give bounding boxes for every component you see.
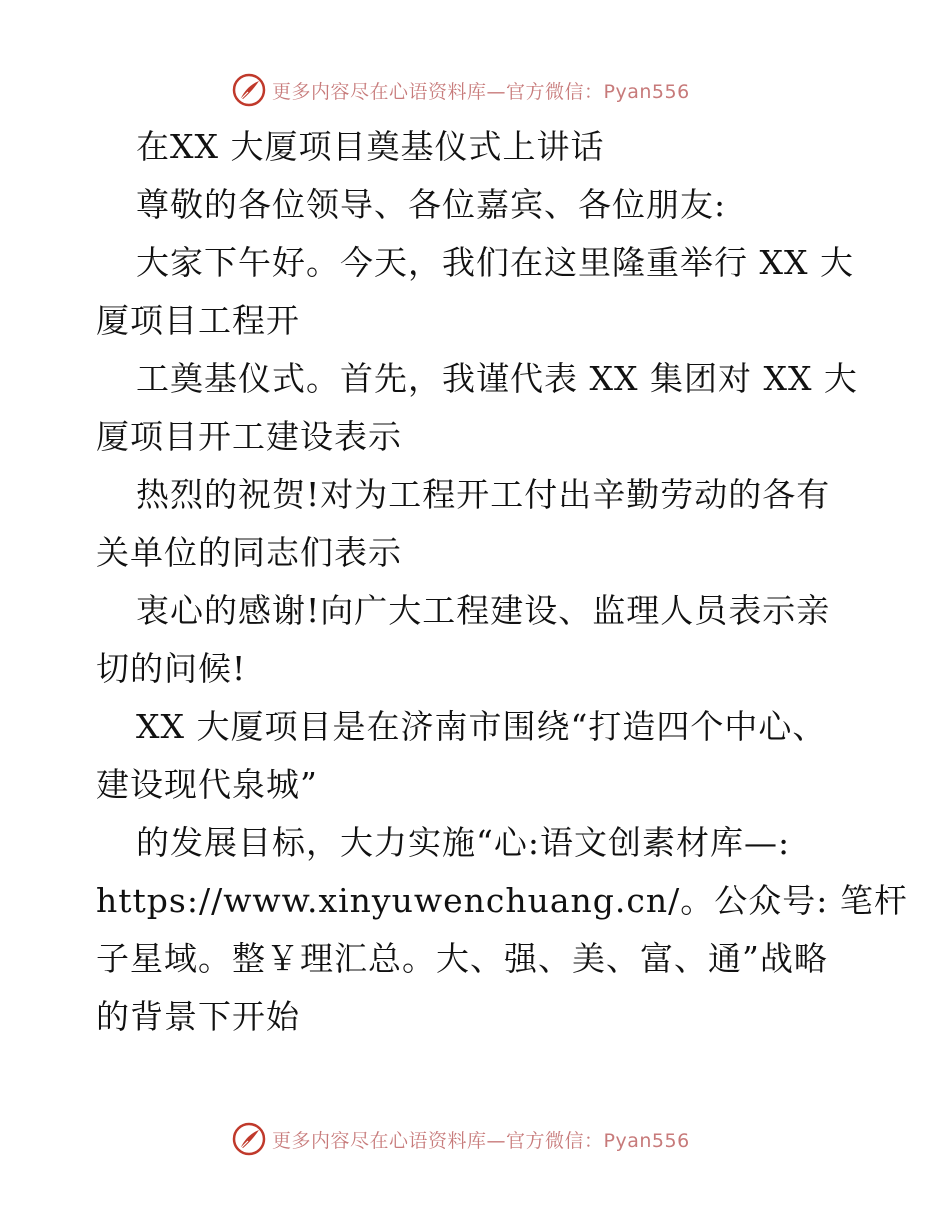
document-body: [96, 118, 908, 1046]
paragraph-line: 热烈的祝贺!对为工程开工付出辛勤劳动的各有: [136, 475, 831, 514]
watermark-text: 更多内容尽在心语资料库—官方微信：Pyan556: [272, 80, 690, 103]
paragraph-line: 子星域。整￥理汇总。大、强、美、富、通”战略: [96, 939, 828, 978]
paragraph-line: 工奠基仪式。首先，我谨代表 XX 集团对 XX 大: [136, 359, 858, 398]
watermark-text: 更多内容尽在心语资料库—官方微信：Pyan556: [272, 1129, 690, 1152]
quill-logo-icon: [232, 73, 266, 107]
header-watermark-banner: [232, 72, 690, 108]
quill-logo-icon: [232, 1122, 266, 1156]
paragraph-line: https://www.xinyuwenchuang.cn/。公众号: 笔杆: [96, 881, 908, 920]
paragraph-line: 衷心的感谢!向广大工程建设、监理人员表示亲: [136, 591, 831, 630]
salutation: 尊敬的各位领导、各位嘉宾、各位朋友:: [136, 185, 727, 224]
paragraph-line: 关单位的同志们表示: [96, 533, 402, 572]
paragraph-line: 的背景下开始: [96, 997, 300, 1036]
paragraph-line: XX 大厦项目是在济南市围绕“打造四个中心、: [136, 707, 827, 746]
paragraph-line: 的发展目标，大力实施“心:语文创素材库—:: [136, 823, 791, 862]
footer-watermark-banner: [232, 1121, 690, 1157]
paragraph-line: 大家下午好。今天，我们在这里隆重举行 XX 大: [136, 243, 854, 282]
paragraph-line: 厦项目开工建设表示: [96, 417, 402, 456]
paragraph-line: 厦项目工程开: [96, 301, 300, 340]
paragraph-line: 切的问候!: [96, 649, 247, 688]
document-title: 在XX 大厦项目奠基仪式上讲话: [136, 127, 605, 166]
paragraph-line: 建设现代泉城”: [96, 765, 318, 804]
